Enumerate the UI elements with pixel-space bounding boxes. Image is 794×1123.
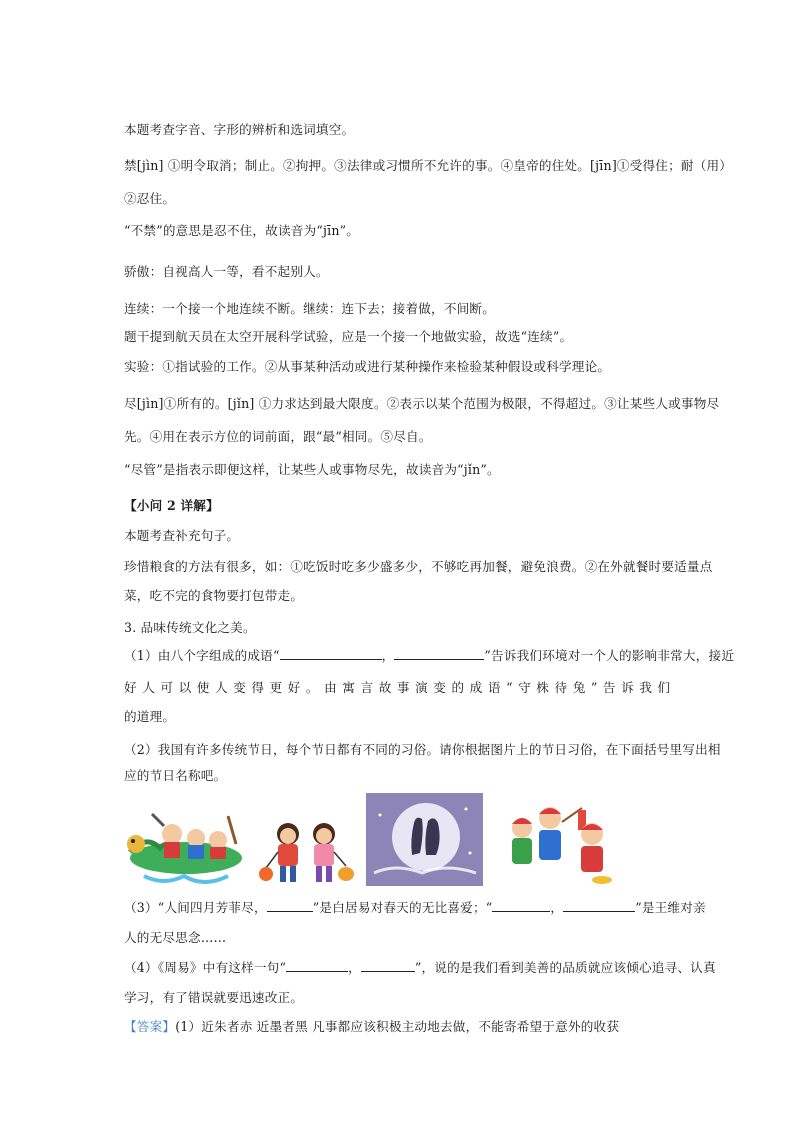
question-line: （2）我国有许多传统节日，每个节日都有不同的习俗。请你根据图片上的节日习俗，在下面括号里写出相 xyxy=(124,742,721,757)
answer-blank[interactable] xyxy=(267,899,313,912)
text-line: 学习，有了错误就要迅速改正。 xyxy=(124,990,304,1005)
question-line: （4）《周易》中有这样一句“ ， ”，说的是我们看到美善的品质就应该倾心追寻、认真 xyxy=(124,960,716,975)
text-line: 连续：一个接一个地连续不断。继续：连下去；接着做，不间断。 xyxy=(124,301,496,316)
answer-blank[interactable] xyxy=(492,899,550,912)
text-line: 禁[jìn] ①明令取消；制止。②拘押。③法律或习惯所不允许的事。④皇帝的住处。[jīn]①受得住；耐（用） xyxy=(124,158,733,173)
dragon-boat-picture xyxy=(124,796,246,896)
text-line: 应的节日名称吧。 xyxy=(124,768,227,783)
text-line: “尽管”是指表示即便这样，让某些人或事物尽先，故读音为“jǐn”。 xyxy=(124,462,500,477)
answer-line: 【答案】(1）近朱者赤 近墨者黑 凡事都应该积极主动地去做，不能寄希望于意外的收获 xyxy=(124,1019,620,1034)
text-line: 尽[jìn]①所有的。[jǐn] ①力求达到最大限度。②表示以某个范围为极限，不得超过。③让某些人或事物尽 xyxy=(124,396,720,411)
text-line: 人的无尽思念…… xyxy=(124,930,227,945)
text-line: “不禁”的意思是忍不住，故读音为“jīn”。 xyxy=(124,223,360,238)
question-title: 3. 品味传统文化之美。 xyxy=(124,620,256,635)
answer-blank[interactable] xyxy=(394,647,484,660)
text-line: 珍惜粮食的方法有很多，如：①吃饭时吃多少盛多少，不够吃再加餐，避免浪费。②在外就餐时要适量点 xyxy=(124,559,713,574)
question-line: （3）“人间四月芳菲尽， ”是白居易对春天的无比喜爱；“ ， ”是王维对亲 xyxy=(124,900,706,915)
answer-tag: 【答案】 xyxy=(124,1019,176,1034)
text-line: 本题考查字音、字形的辨析和选词填空。 xyxy=(124,122,355,137)
spring-festival-picture xyxy=(500,798,620,886)
text-line: 的道理。 xyxy=(124,709,176,724)
question-line: 好人可以使人变得更好。由寓言故事演变的成语“守株待兔”告诉我们 xyxy=(124,680,676,695)
answer-blank[interactable] xyxy=(286,959,348,972)
text-line: 实验：①指试验的工作。②从事某种活动或进行某种操作来检验某种假设或科学理论。 xyxy=(124,359,611,374)
text-line: 题干提到航天员在太空开展科学试验，应是一个接一个地做实验，故选“连续”。 xyxy=(124,329,573,344)
section-heading: 【小问 2 详解】 xyxy=(124,498,219,513)
answer-blank[interactable] xyxy=(563,899,635,912)
answer-blank[interactable] xyxy=(280,647,382,660)
text-line: 骄傲：自视高人一等，看不起别人。 xyxy=(124,264,329,279)
text-line: 菜，吃不完的食物要打包带走。 xyxy=(124,588,304,603)
question-line: （1）由八个字组成的成语“ ， ”告诉我们环境对一个人的影响非常大，接近 xyxy=(124,648,735,663)
qixi-festival-picture xyxy=(366,793,483,886)
text-line: 先。④用在表示方位的词前面，跟“最”相同。⑤尽自。 xyxy=(124,429,432,444)
lantern-festival-picture xyxy=(258,812,358,894)
answer-blank[interactable] xyxy=(361,959,415,972)
text-line: 本题考查补充句子。 xyxy=(124,528,240,543)
text-line: ②忍住。 xyxy=(124,191,176,206)
